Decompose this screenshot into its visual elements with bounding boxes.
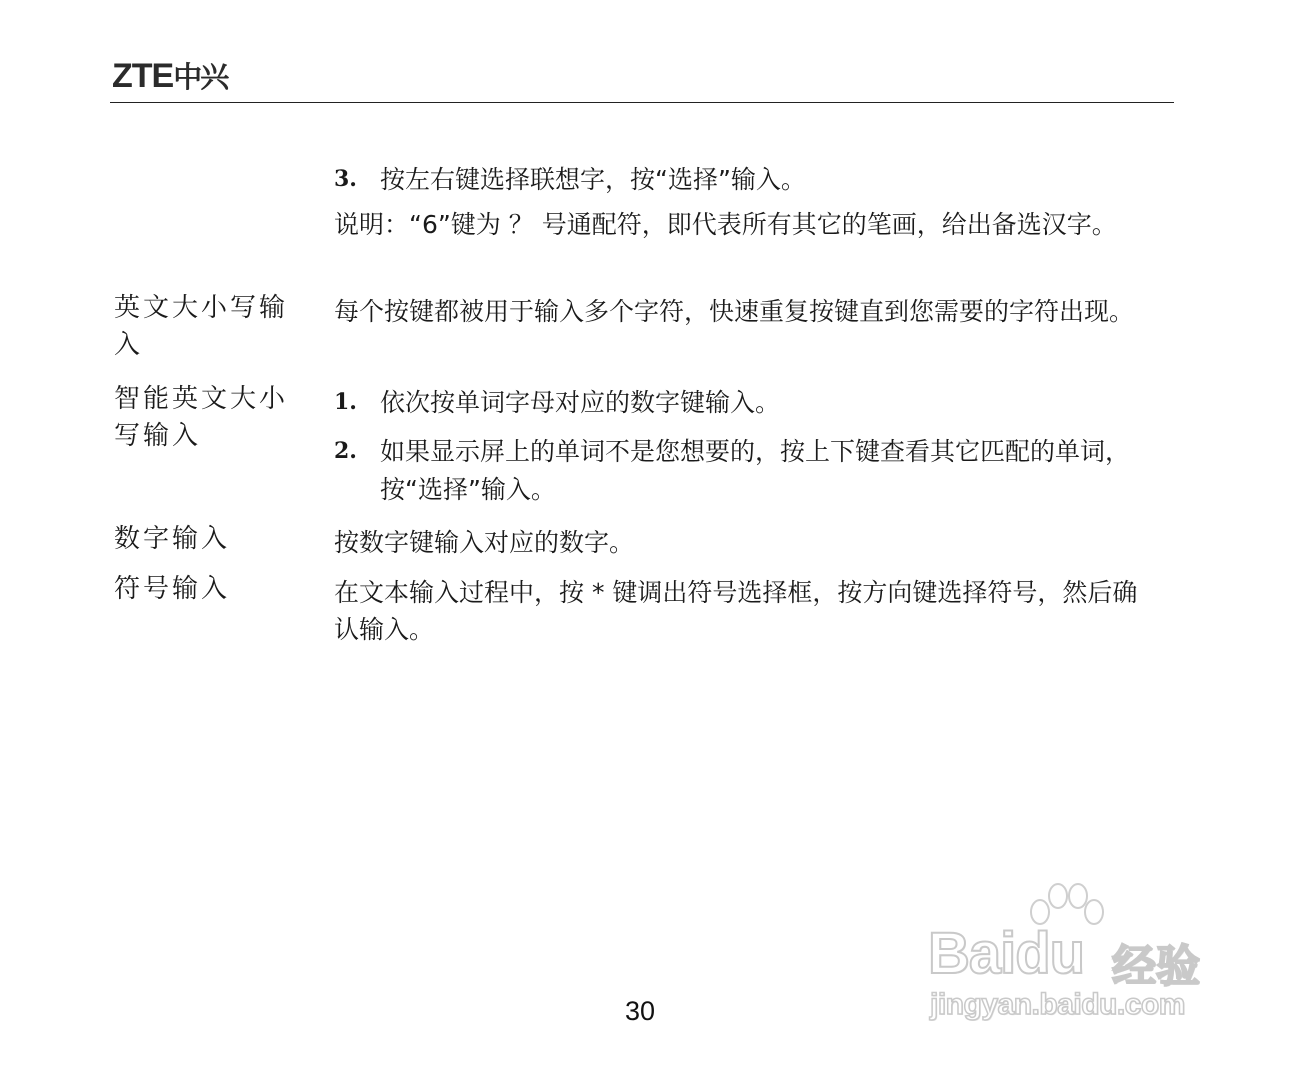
watermark-url: jingyan.baidu.com (930, 988, 1185, 1021)
step-number: 2. (334, 438, 357, 464)
step-text: 如果显示屏上的单词不是您想要的，按上下键查看其它匹配的单词，按“选择”输入。 (380, 437, 1131, 504)
entry-desc: 在文本输入过程中，按 * 键调出符号选择框，按方向键选择符号，然后确认输入。 (334, 578, 1138, 644)
watermark-brand: Baidu (928, 921, 1085, 986)
entry-desc: 每个按键都被用于输入多个字符，快速重复按键直到您需要的字符出现。 (334, 297, 1135, 326)
entry-term: 符号输入 (114, 574, 231, 604)
step-text: 依次按单词字母对应的数字键输入。 (380, 388, 781, 417)
entry-term: 数字输入 (114, 524, 231, 554)
logo-cn: 中兴 (173, 60, 228, 94)
step-number: 1. (334, 389, 357, 415)
logo-latin: ZTE (112, 57, 174, 95)
entry-term: 英文大小写输入 (114, 293, 289, 360)
baidu-watermark (922, 880, 1232, 1030)
page-header (110, 52, 1174, 103)
step-number: 3. (334, 166, 357, 192)
entry-desc: 按数字键输入对应的数字。 (334, 528, 635, 557)
entry-term: 智能英文大小写输入 (114, 384, 289, 451)
page-number: 30 (624, 996, 656, 1026)
watermark-brand-cn: 经验 (1112, 941, 1200, 992)
zte-logo (112, 56, 227, 97)
note-text: 说明：“6”键为 ？ 号通配符，即代表所有其它的笔画，给出备选汉字。 (334, 210, 1117, 239)
step-text: 按左右键选择联想字，按“选择”输入。 (380, 165, 806, 194)
